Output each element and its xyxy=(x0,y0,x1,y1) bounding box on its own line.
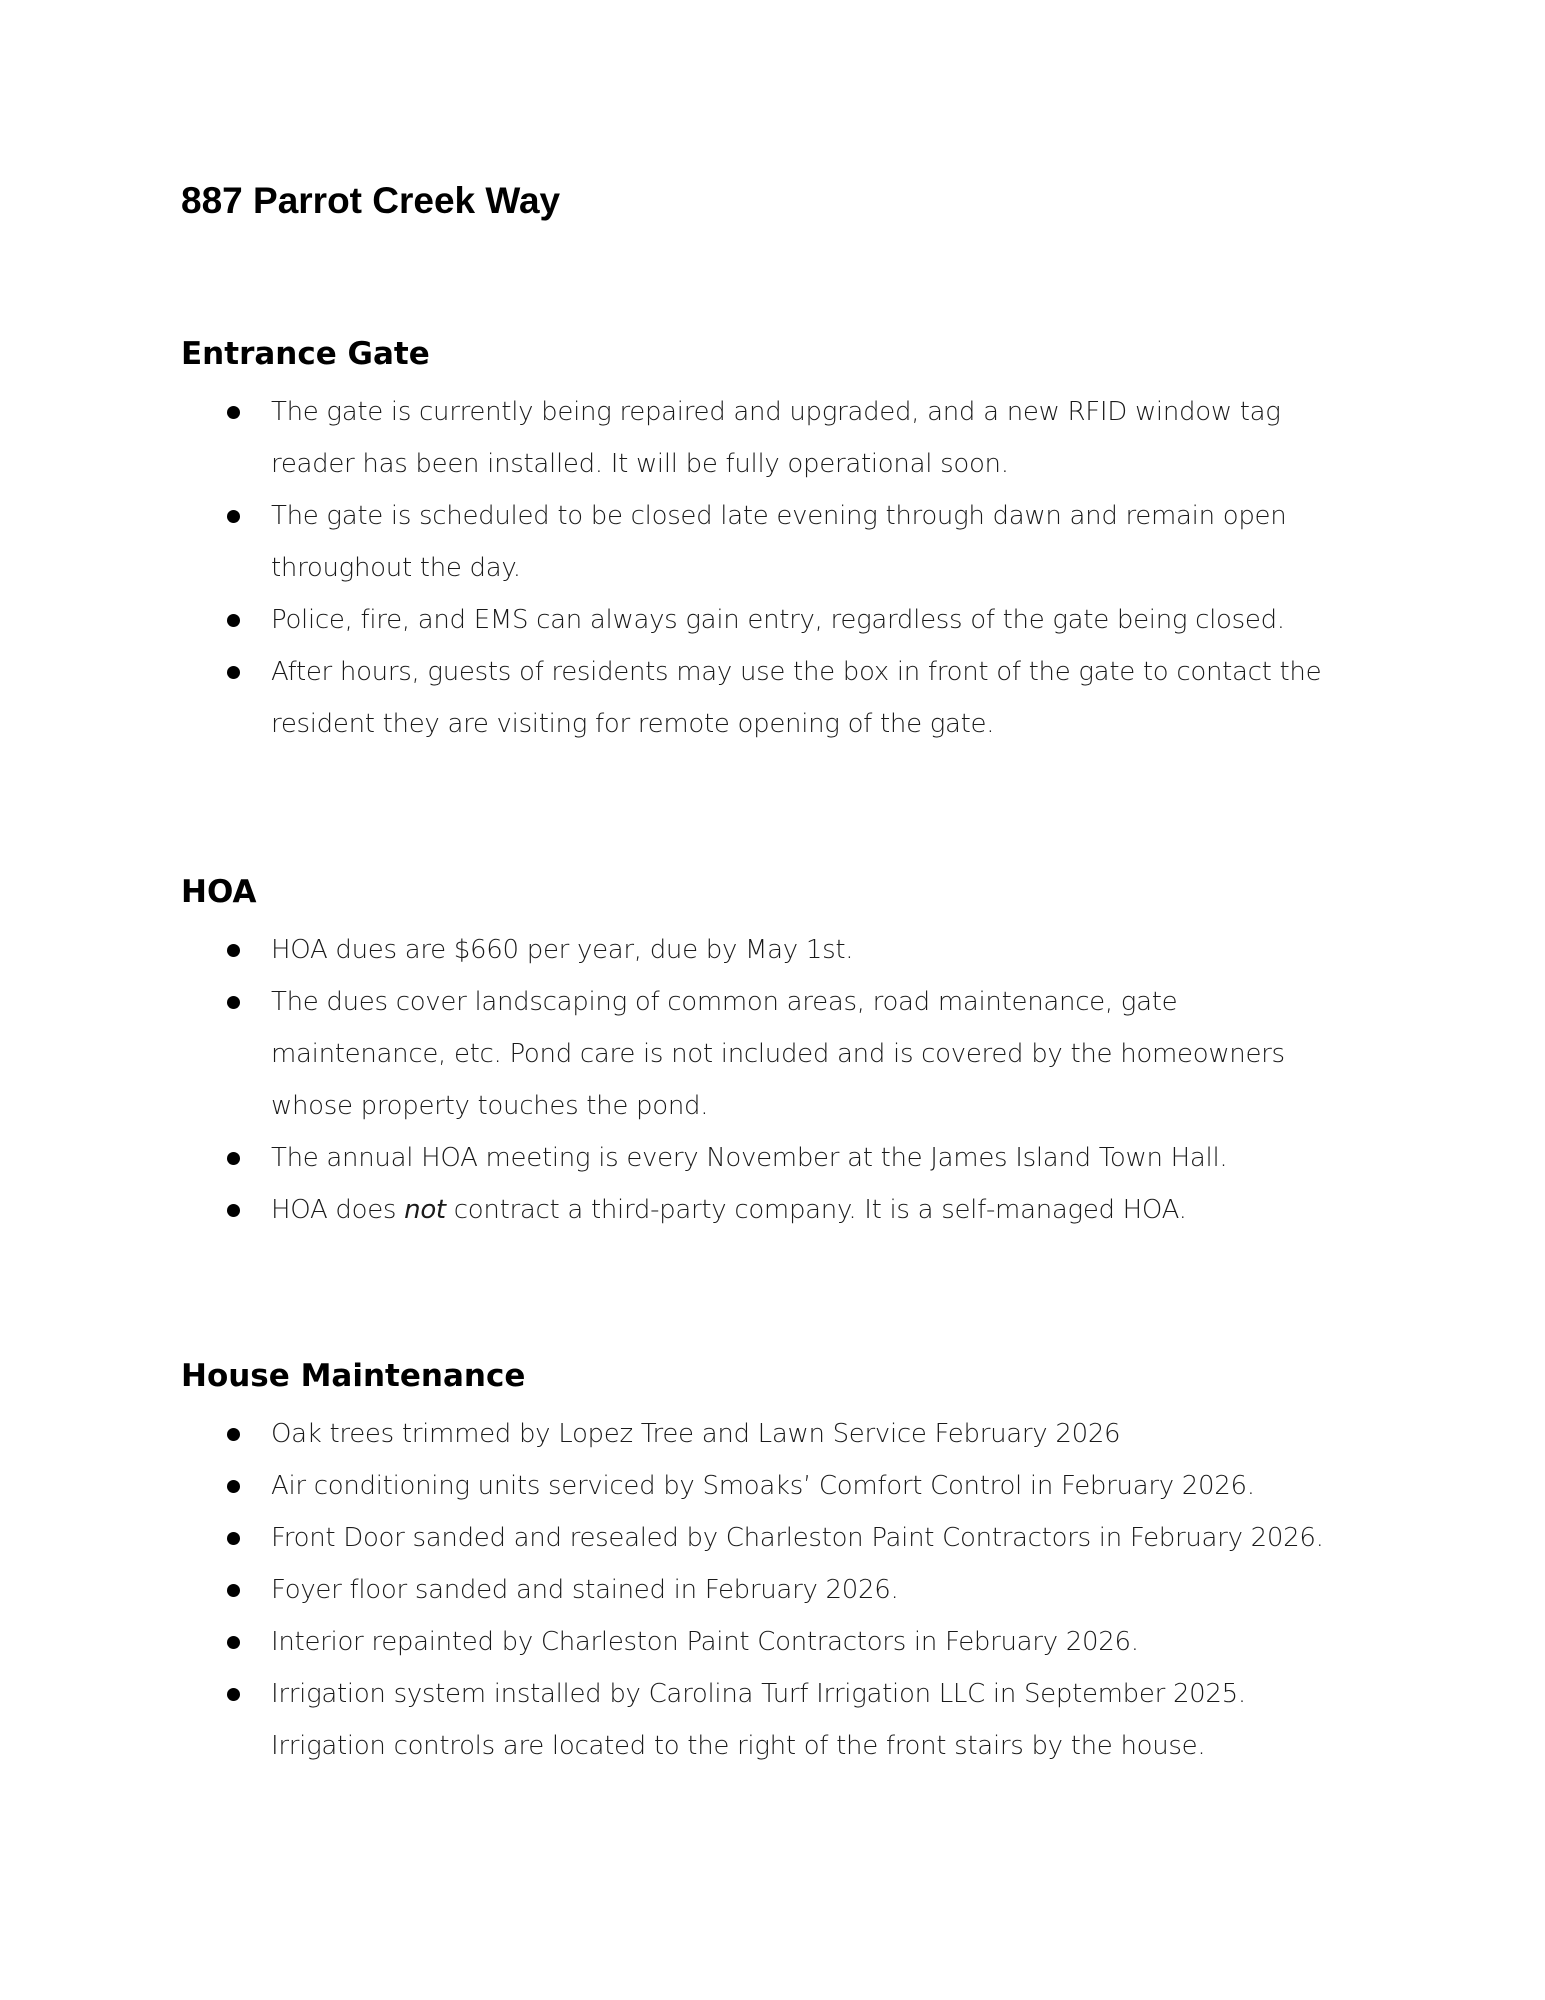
hoa-list xyxy=(0,924,1351,1236)
list-item-text: Police, fire, and EMS can always gain entry, regardless of the gate being closed. xyxy=(271,605,1285,635)
list-item xyxy=(0,490,1351,594)
list-item xyxy=(0,1668,1351,1772)
list-item-text: Oak trees trimmed by Lopez Tree and Lawn Service February 2026 xyxy=(271,1419,1121,1449)
bullet-icon xyxy=(227,1532,240,1545)
list-item xyxy=(0,1616,1351,1668)
entrance-gate-list xyxy=(0,386,1351,750)
bullet-icon xyxy=(227,1584,240,1597)
list-item-text: Foyer floor sanded and stained in February 2026. xyxy=(271,1575,899,1605)
list-item xyxy=(0,1564,1351,1616)
list-item xyxy=(0,1408,1351,1460)
list-item-text-after: contract a third-party company. It is a self-managed HOA. xyxy=(445,1195,1187,1225)
list-item-text: Front Door sanded and resealed by Charleston Paint Contractors in February 2026. xyxy=(271,1523,1324,1553)
list-item xyxy=(0,1184,1351,1236)
bullet-icon xyxy=(227,1636,240,1649)
bullet-icon xyxy=(227,1152,240,1165)
bullet-icon xyxy=(227,1480,240,1493)
list-item xyxy=(0,1132,1351,1184)
list-item-text: HOA dues are $660 per year, due by May 1st. xyxy=(271,935,854,965)
bullet-icon xyxy=(227,666,240,679)
list-item-text: The gate is currently being repaired and upgraded, and a new RFID window tag reader has been installed. It will be fully operational soon. xyxy=(271,397,1281,479)
bullet-icon xyxy=(227,1428,240,1441)
section-heading-entrance-gate: Entrance Gate xyxy=(181,336,430,372)
list-item xyxy=(0,924,1351,976)
list-item xyxy=(0,594,1351,646)
bullet-icon xyxy=(227,614,240,627)
list-item-text: The dues cover landscaping of common areas, road maintenance, gate maintenance, etc. Pond care is not included and is covered by the homeowners whose property touches the pond. xyxy=(271,987,1285,1121)
list-item-text xyxy=(271,1195,1187,1225)
bullet-icon xyxy=(227,944,240,957)
bullet-icon xyxy=(227,510,240,523)
list-item-text-before: HOA does xyxy=(271,1195,405,1225)
list-item-text: Interior repainted by Charleston Paint Contractors in February 2026. xyxy=(271,1627,1139,1657)
section-heading-house-maintenance: House Maintenance xyxy=(181,1358,526,1394)
list-item-text-emphasis: not xyxy=(404,1195,446,1225)
house-maintenance-list xyxy=(0,1408,1351,1772)
list-item-text: The gate is scheduled to be closed late evening through dawn and remain open throughout the day. xyxy=(271,501,1287,583)
list-item-text: Irrigation system installed by Carolina Turf Irrigation LLC in September 2025. Irrigation controls are located to the right of the front stairs by the house. xyxy=(271,1679,1246,1761)
list-item-text: The annual HOA meeting is every November at the James Island Town Hall. xyxy=(271,1143,1228,1173)
section-heading-hoa: HOA xyxy=(181,874,257,910)
list-item xyxy=(0,1512,1351,1564)
list-item-text: After hours, guests of residents may use the box in front of the gate to contact the resident they are visiting for remote opening of the gate. xyxy=(271,657,1322,739)
document-title: 887 Parrot Creek Way xyxy=(181,180,561,221)
bullet-icon xyxy=(227,406,240,419)
list-item-text: Air conditioning units serviced by Smoaks’ Comfort Control in February 2026. xyxy=(271,1471,1255,1501)
list-item xyxy=(0,386,1351,490)
bullet-icon xyxy=(227,1688,240,1701)
list-item xyxy=(0,646,1351,750)
bullet-icon xyxy=(227,1204,240,1217)
list-item xyxy=(0,1460,1351,1512)
list-item xyxy=(0,976,1351,1132)
bullet-icon xyxy=(227,996,240,1009)
